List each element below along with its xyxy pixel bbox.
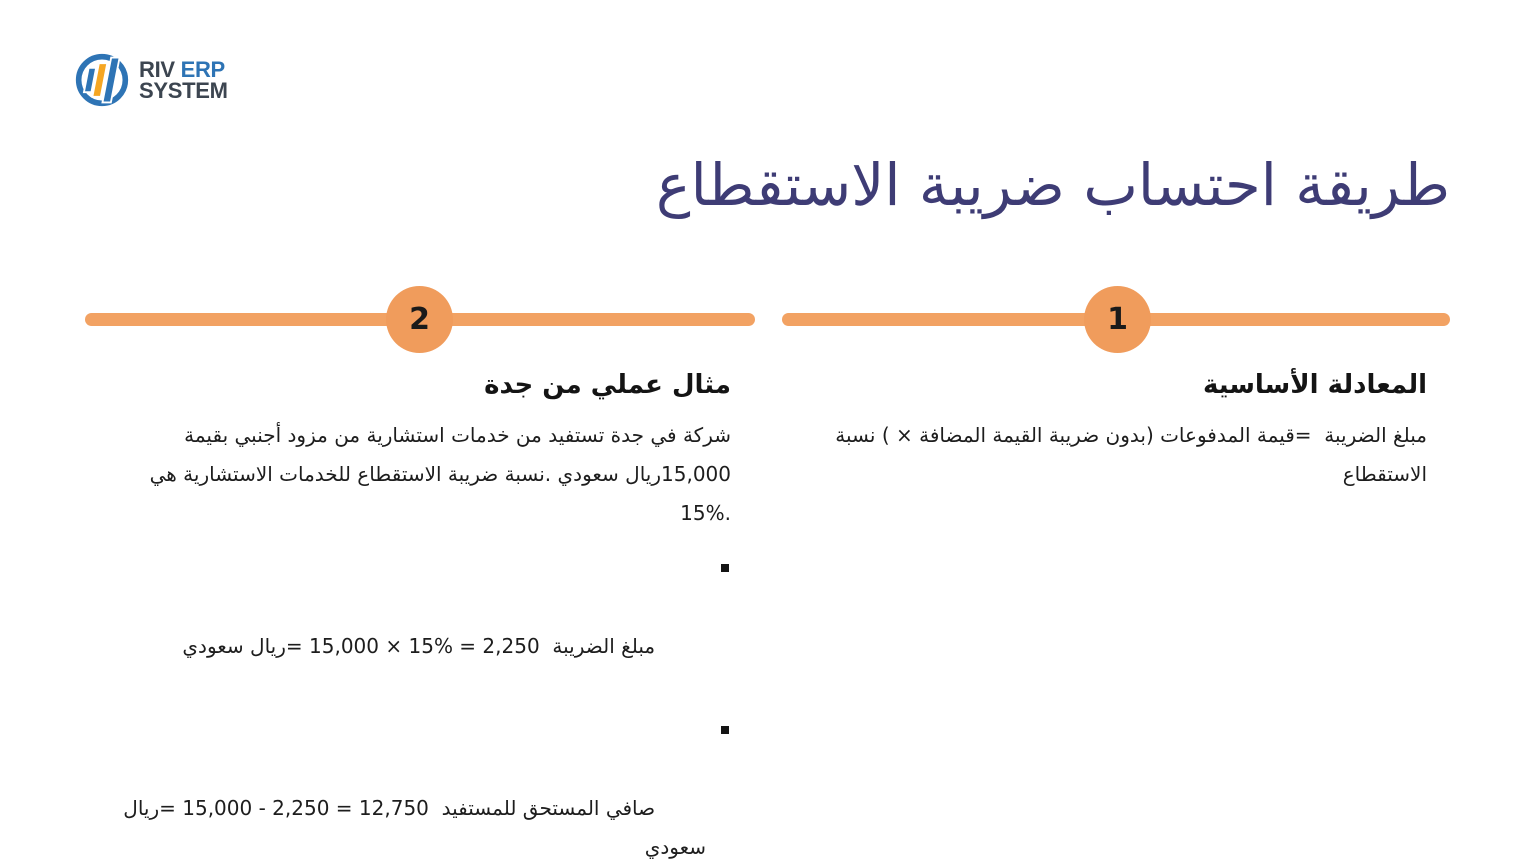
logo-word-erp: ERP [180, 57, 225, 82]
bullet-square-icon [721, 564, 729, 572]
logo-text [139, 59, 228, 101]
bullet-text: صافي المستحق للمستفيد 12,750 = 2,250 - 15,000 =ريال سعودي [116, 796, 706, 859]
logo-word-riv: RIV [139, 57, 175, 82]
step-2-bullet-list [109, 549, 731, 864]
riv-erp-logo-icon [74, 52, 130, 108]
step-2-number: 2 [409, 302, 430, 337]
bullet-text: مبلغ الضريبة 2,250 = %15 × 15,000 =ريال سعودي [182, 634, 656, 658]
step-1-content [797, 370, 1427, 494]
bullet-square-icon [721, 726, 729, 734]
step-2-content [109, 370, 731, 864]
timeline-circle-step-1 [1084, 286, 1151, 353]
step-1-number: 1 [1107, 302, 1128, 337]
step-2-body: شركة في جدة تستفيد من خدمات استشارية من مزود أجنبي بقيمة 15,000ريال سعودي .نسبة ضريبة الاستقطاع للخدمات الاستشارية هي .%15 [143, 423, 731, 525]
list-item [109, 549, 731, 705]
logo [74, 52, 228, 108]
page-title: طريقة احتساب ضريبة الاستقطاع [655, 151, 1450, 219]
step-1-heading: المعادلة الأساسية [1202, 370, 1427, 400]
timeline-circle-step-2 [386, 286, 453, 353]
list-item [109, 711, 731, 864]
logo-word-system: SYSTEM [139, 78, 228, 103]
step-1-body: مبلغ الضريبة =قيمة المدفوعات (بدون ضريبة القيمة المضافة × ) نسبة الاستقطاع [828, 423, 1427, 486]
step-2-heading: مثال عملي من جدة [484, 370, 731, 400]
